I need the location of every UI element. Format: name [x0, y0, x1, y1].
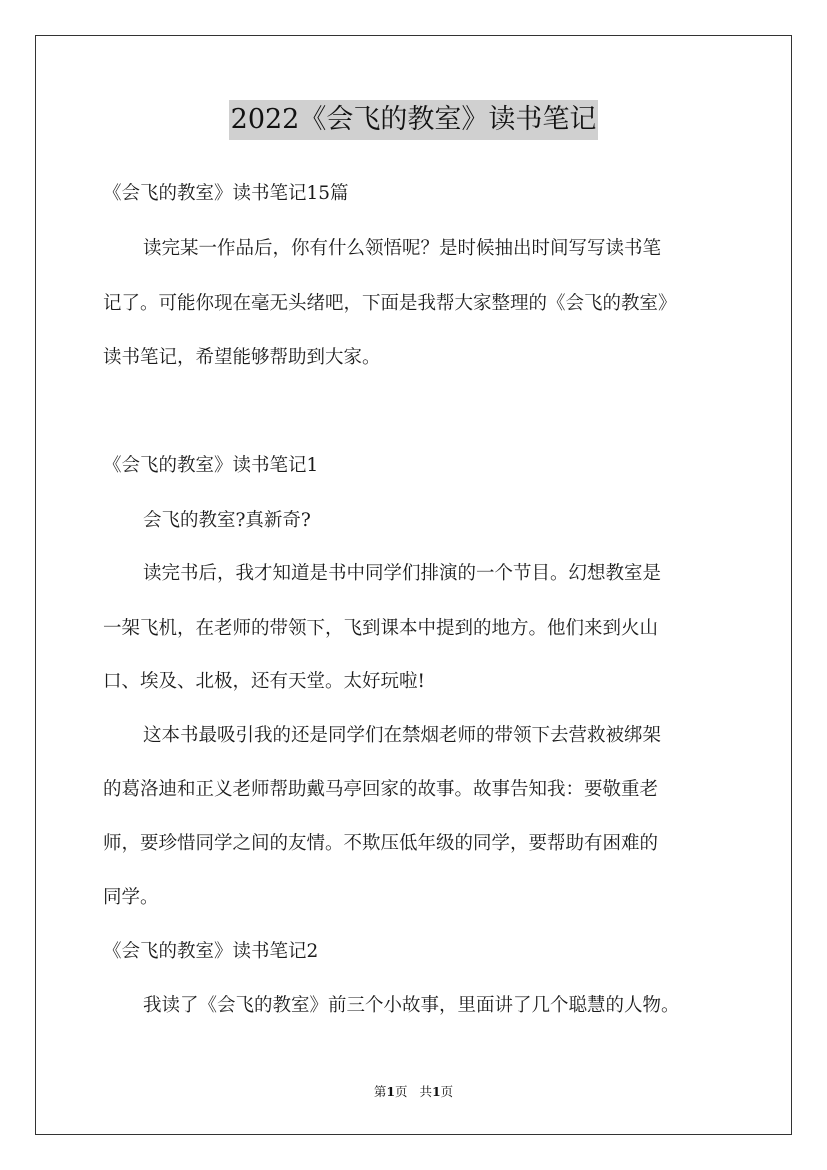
document-title: 2022《会飞的教室》读书笔记 [229, 100, 599, 140]
paragraph-line: 记了。可能你现在毫无头绪吧，下面是我帮大家整理的《会飞的教室》 [103, 293, 677, 314]
section-heading: 《会飞的教室》读书笔记2 [103, 941, 319, 962]
section-heading: 《会飞的教室》读书笔记1 [103, 455, 319, 476]
footer-prefix: 第 [373, 1084, 387, 1099]
footer-total-pages: 1 [431, 1084, 441, 1099]
title-wrapper [0, 100, 827, 140]
paragraph-line: 同学。 [103, 887, 159, 908]
paragraph-line: 读完某一作品后，你有什么领悟呢？是时候抽出时间写写读书笔 [143, 238, 662, 259]
heading-collection: 《会飞的教室》读书笔记15篇 [103, 183, 349, 204]
paragraph-line: 这本书最吸引我的还是同学们在禁烟老师的带领下去营救被绑架 [143, 725, 662, 746]
footer-mid: 页 共 [395, 1084, 432, 1099]
paragraph-line: 师，要珍惜同学之间的友情。不欺压低年级的同学，要帮助有困难的 [103, 833, 659, 854]
paragraph-line: 读书笔记，希望能够帮助到大家。 [103, 347, 381, 368]
paragraph-line: 的葛洛迪和正义老师帮助戴马亭回家的故事。故事告知我：要敬重老 [103, 779, 659, 800]
page-footer [0, 1083, 827, 1101]
paragraph-line: 我读了《会飞的教室》前三个小故事，里面讲了几个聪慧的人物。 [143, 995, 680, 1016]
footer-current-page: 1 [386, 1084, 396, 1099]
paragraph-line: 会飞的教室?真新奇? [143, 510, 311, 531]
paragraph-line: 口、埃及、北极，还有天堂。太好玩啦! [103, 671, 425, 692]
paragraph-line: 读完书后，我才知道是书中同学们排演的一个节目。幻想教室是 [143, 563, 662, 584]
footer-suffix: 页 [440, 1084, 454, 1099]
paragraph-line: 一架飞机，在老师的带领下，飞到课本中提到的地方。他们来到火山 [103, 618, 659, 639]
